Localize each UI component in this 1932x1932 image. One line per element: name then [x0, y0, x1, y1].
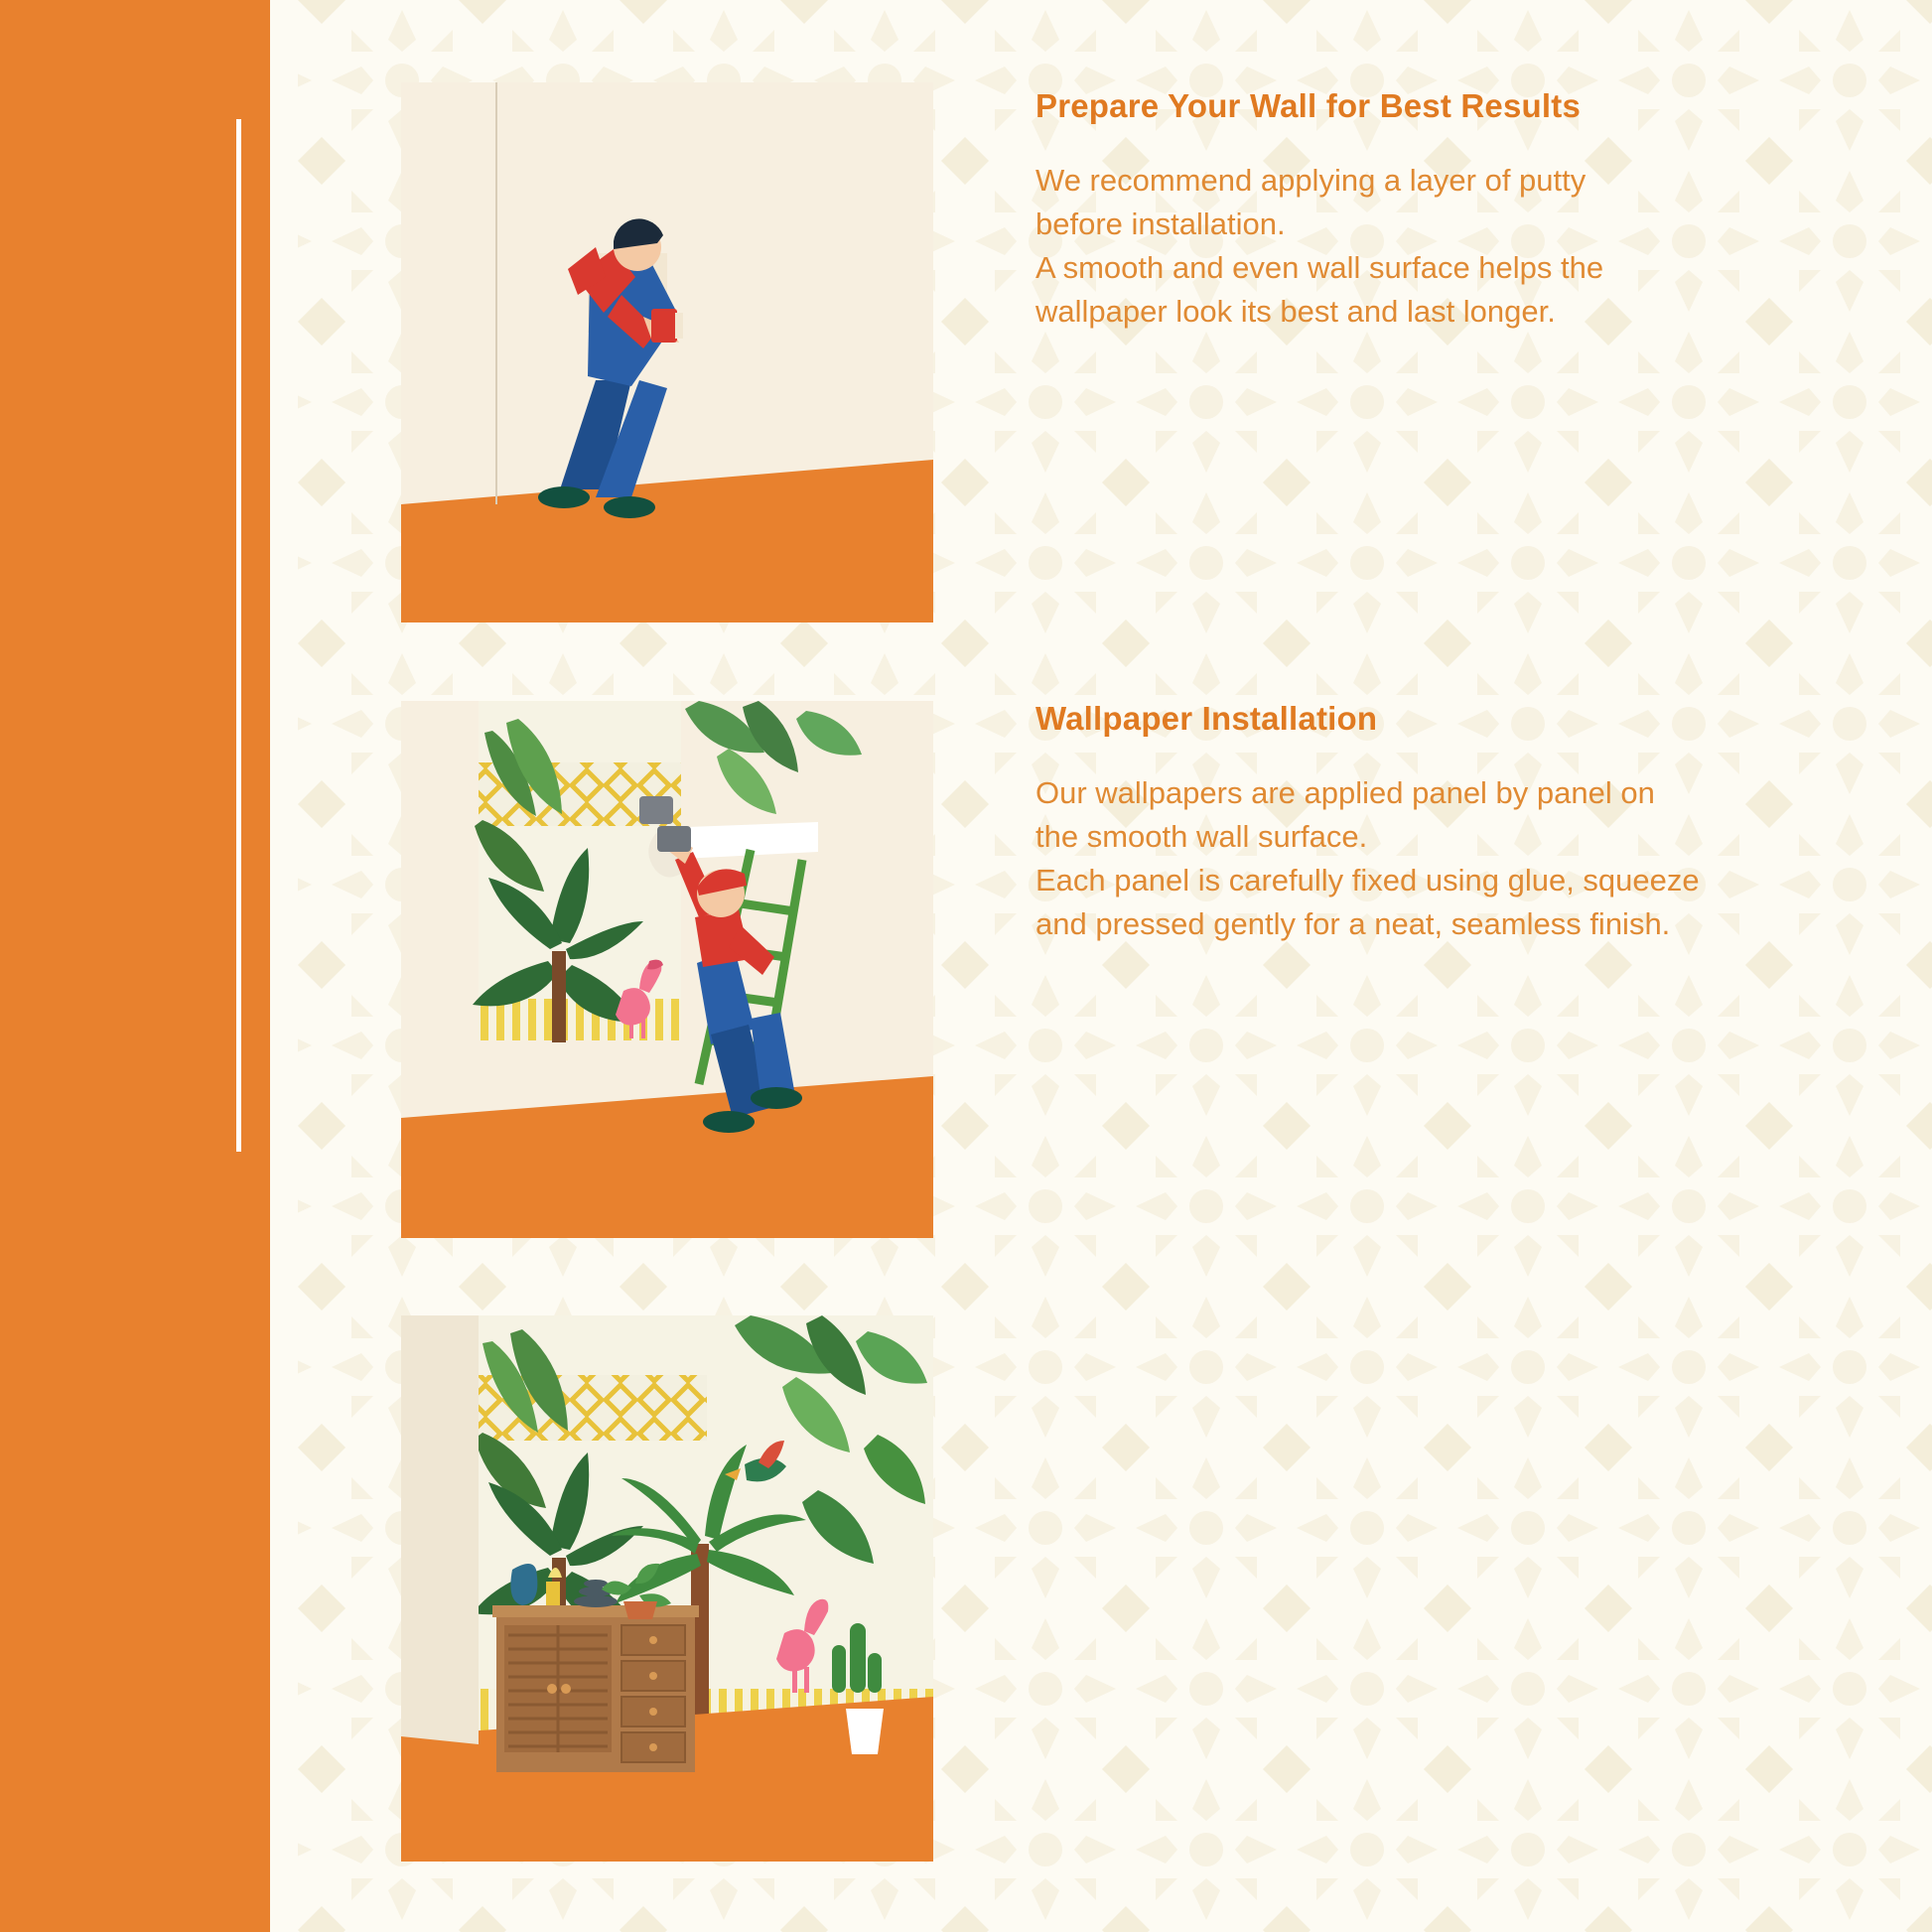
- section-title-prepare: Prepare Your Wall for Best Results: [1035, 87, 1582, 124]
- illustration-prepare-wall: [401, 82, 933, 622]
- body-line: the smooth wall surface.: [1035, 819, 1368, 855]
- section-body-installation: [1035, 771, 1820, 946]
- section-title-installation: Wallpaper Installation: [1035, 700, 1378, 737]
- left-accent-rail: [0, 0, 270, 1932]
- body-line: wallpaper look its best and last longer.: [1035, 294, 1556, 330]
- body-line: We recommend applying a layer of putty: [1035, 163, 1587, 198]
- section-wallpaper-installation: [1035, 700, 1820, 946]
- illustration-wallpaper-installation: [401, 701, 933, 1238]
- body-line: Each panel is carefully fixed using glue, squeeze: [1035, 863, 1700, 898]
- illustration-finished-room: [401, 1315, 933, 1862]
- title-divider-rule: [236, 119, 241, 1152]
- section-prepare-wall: [1035, 87, 1820, 334]
- body-line: A smooth and even wall surface helps the: [1035, 250, 1604, 286]
- body-line: Our wallpapers are applied panel by panel on: [1035, 775, 1655, 810]
- body-line: and pressed gently for a neat, seamless finish.: [1035, 906, 1671, 942]
- section-body-prepare: [1035, 159, 1820, 334]
- body-line: before installation.: [1035, 207, 1286, 242]
